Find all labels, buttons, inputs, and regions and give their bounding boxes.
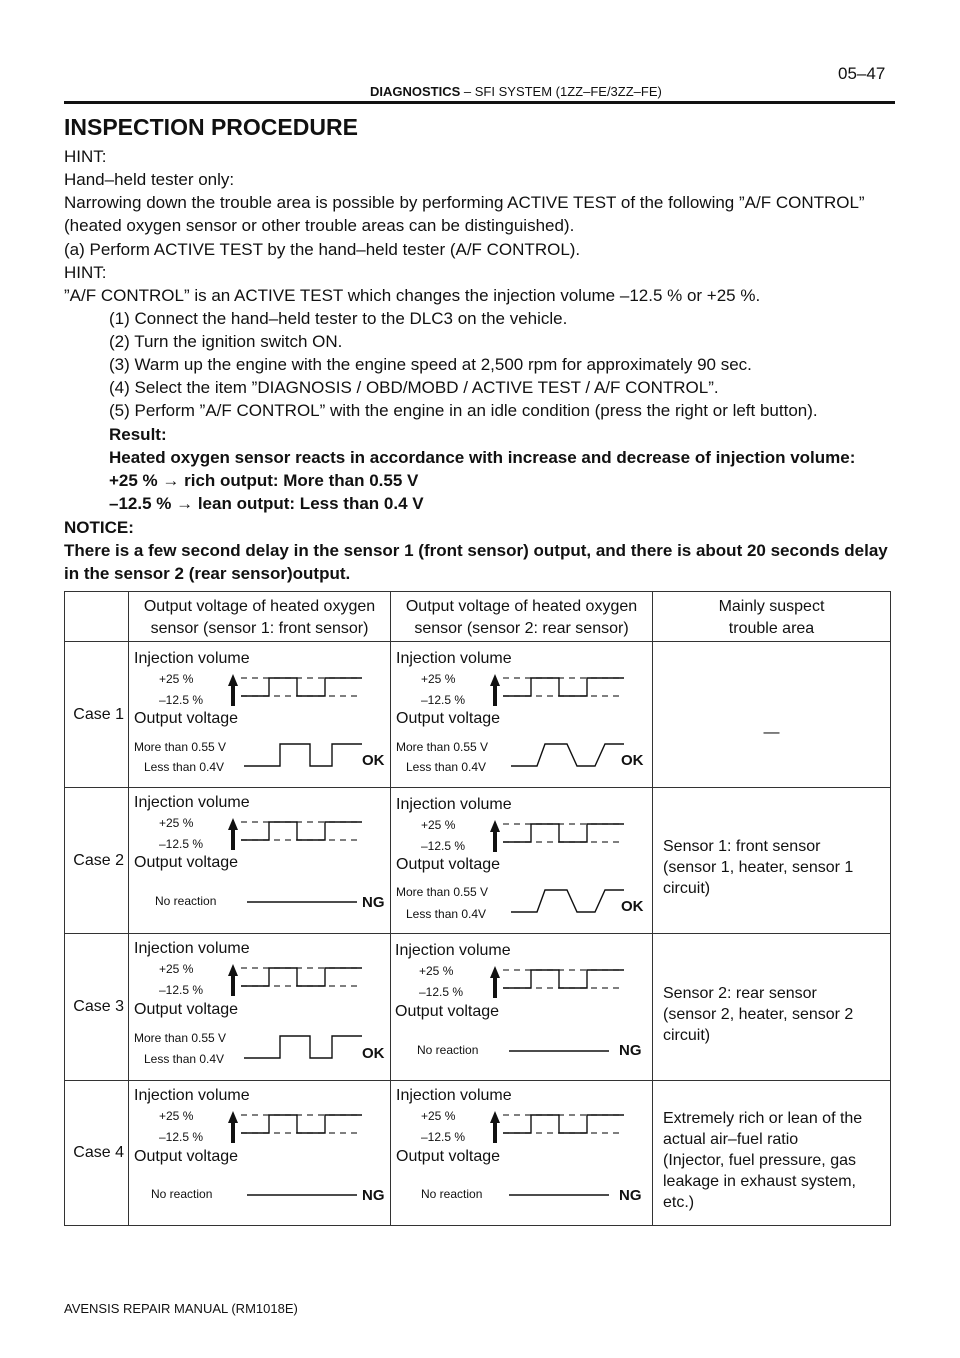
voltage-square-wave [244,744,362,766]
output-label: Output voltage [134,854,239,871]
minus-label: –12.5 % [421,1130,466,1144]
minus-label: –12.5 % [159,983,204,997]
table-header-row [65,592,891,642]
minus-label: –12.5 % [419,985,464,999]
injection-wave [489,964,624,998]
sensor1-cell [129,1081,391,1226]
table-row [65,642,891,788]
plus-label: +25 % [421,818,456,832]
header-line: sensor (sensor 2: rear sensor) [414,620,629,637]
text-line: Hand–held tester only: [64,170,235,189]
result-ng: NG [619,1042,642,1059]
result-line: +25 % → rich output: More than 0.55 V [109,471,419,490]
area-line: (sensor 2, heater, sensor 2 [663,1005,854,1023]
area-line: Sensor 1: front sensor [663,838,821,855]
injection-label: Injection volume [396,1087,512,1104]
notice-label: NOTICE: [64,518,134,537]
more-label: More than 0.55 V [396,885,489,899]
case-label: Case 2 [65,788,129,934]
injection-label: Injection volume [134,650,250,667]
voltage-slope-wave [511,890,624,912]
header-line: Output voltage of heated oxygen [143,598,376,615]
up-arrow-icon [490,820,500,852]
injection-wave [227,816,362,850]
text-line: Narrowing down the trouble area is possible by performing ACTIVE TEST of the following ”A/F CONTROL” [64,193,865,212]
header-section [370,84,662,99]
output-slope-wave [511,742,624,770]
text-line: ”A/F CONTROL” is an ACTIVE TEST which changes the injection volume –12.5 % or +25 %. [64,286,761,305]
area-line: Extremely rich or lean of the [663,1109,863,1127]
case-label: Case 4 [65,1081,129,1226]
header-rule [64,101,895,104]
table-row [65,788,891,934]
injection-label: Injection volume [396,650,512,667]
output-label: Output voltage [396,1148,501,1165]
plus-label: +25 % [159,672,194,686]
injection-square-wave [241,678,362,696]
result-ng: NG [619,1187,642,1204]
text-line: (heated oxygen sensor or other trouble areas can be distinguished). [64,216,575,235]
step-3: (3) Warm up the engine with the engine speed at 2,500 rpm for approximately 90 sec. [109,355,752,374]
output-label: Output voltage [134,1001,239,1018]
output-label: Output voltage [134,1148,239,1165]
notice-line: There is a few second delay in the sensor 1 (front sensor) output, and there is about 20 seconds delay [64,541,888,560]
result-ok: OK [621,898,644,915]
no-reaction-label: No reaction [151,1187,213,1201]
header-line: trouble area [728,620,815,637]
injection-wave [227,962,362,996]
injection-wave [227,672,362,706]
notice-line: in the sensor 2 (rear sensor)output. [64,564,351,583]
minus-label: –12.5 % [159,1130,204,1144]
up-arrow-icon [228,674,238,706]
result-ng: NG [362,894,385,911]
injection-label: Injection volume [134,940,250,957]
header-section-bold: DIAGNOSTICS [370,84,461,99]
sensor1-cell [129,642,391,788]
area-line: (sensor 1, heater, sensor 1 [663,859,854,876]
up-arrow-icon [228,964,238,996]
plus-label: +25 % [421,672,456,686]
injection-square-wave [241,822,362,840]
injection-wave [489,818,624,852]
area-line: leakage in exhaust system, [663,1172,856,1190]
trouble-area [653,934,891,1081]
case-label: Case 1 [65,642,129,788]
sensor2-cell [391,1081,653,1226]
output-flat-line [509,1193,609,1197]
output-flat-line [509,1049,609,1053]
trouble-area: — [653,642,891,788]
voltage-square-wave [244,1036,362,1058]
up-arrow-icon [490,674,500,706]
plus-label: +25 % [159,816,194,830]
minus-label: –12.5 % [421,693,466,707]
plus-label: +25 % [159,1109,194,1123]
injection-square-wave [241,1115,362,1133]
injection-wave [489,672,624,706]
trouble-area [653,1081,891,1226]
injection-square-wave [503,678,624,696]
output-slope-wave [511,888,624,916]
up-arrow-icon [228,818,238,850]
injection-label: Injection volume [395,942,511,959]
area-line: circuit) [663,1026,711,1044]
injection-square-wave [503,824,624,842]
plus-label: +25 % [421,1109,456,1123]
injection-square-wave [503,970,624,988]
voltage-slope-wave [511,744,624,766]
no-reaction-label: No reaction [155,894,217,908]
output-square-wave [244,1034,362,1062]
no-reaction-label: No reaction [417,1043,479,1057]
header-line: Output voltage of heated oxygen [405,598,638,615]
output-flat-line [247,1193,357,1197]
step-2: (2) Turn the ignition switch ON. [109,332,343,351]
page-footer: AVENSIS REPAIR MANUAL (RM1018E) [64,1301,298,1316]
injection-label: Injection volume [134,1087,250,1104]
result-ok: OK [621,752,644,769]
hint-label: HINT: [64,147,107,166]
injection-wave [227,1109,362,1143]
up-arrow-icon [490,966,500,998]
sensor2-cell [391,934,653,1081]
injection-label: Injection volume [134,794,250,811]
more-label: More than 0.55 V [396,740,489,754]
result-ok: OK [362,1045,385,1062]
area-line: circuit) [663,880,711,897]
result-label: Result: [109,425,167,444]
header-section-rest: – SFI SYSTEM (1ZZ–FE/3ZZ–FE) [463,84,662,99]
page-number: 05–47 [838,64,886,83]
table-row [65,934,891,1081]
no-reaction-label: No reaction [421,1187,483,1201]
hint-label: HINT: [64,263,107,282]
result-ng: NG [362,1187,385,1204]
up-arrow-icon [490,1111,500,1143]
case-label: Case 3 [65,934,129,1081]
sensor2-cell [391,642,653,788]
injection-wave [489,1109,624,1143]
plus-label: +25 % [419,964,454,978]
minus-label: –12.5 % [159,837,204,851]
more-label: More than 0.55 V [134,740,227,754]
area-line: (Injector, fuel pressure, gas [663,1151,856,1169]
area-line: Sensor 2: rear sensor [663,984,817,1002]
col-header-sensor1 [129,592,391,642]
sensor1-cell [129,788,391,934]
header-line: sensor (sensor 1: front sensor) [150,620,369,637]
step-4: (4) Select the item ”DIAGNOSIS / OBD/MOBD / ACTIVE TEST / A/F CONTROL”. [109,378,719,397]
sensor1-cell [129,934,391,1081]
minus-label: –12.5 % [159,693,204,707]
minus-label: –12.5 % [421,839,466,853]
col-header-area [653,592,891,642]
area-line: etc.) [663,1193,695,1211]
injection-label: Injection volume [396,796,512,813]
plus-label: +25 % [159,962,194,976]
area-line: actual air–fuel ratio [663,1130,799,1148]
more-label: More than 0.55 V [134,1031,227,1045]
col-header-sensor2 [391,592,653,642]
output-label: Output voltage [396,856,501,873]
corner-cell [65,592,129,642]
result-line: Heated oxygen sensor reacts in accordance with increase and decrease of injection volume: [109,448,856,467]
step-5: (5) Perform ”A/F CONTROL” with the engine in an idle condition (press the right or left button). [109,401,818,420]
text-line: (a) Perform ACTIVE TEST by the hand–held tester (A/F CONTROL). [64,240,581,259]
page-title: INSPECTION PROCEDURE [64,114,358,140]
output-label: Output voltage [134,710,239,727]
output-flat-line [247,900,357,904]
up-arrow-icon [228,1111,238,1143]
less-label: Less than 0.4V [406,907,487,921]
header-line: Mainly suspect [718,598,825,615]
result-line: –12.5 % → lean output: Less than 0.4 V [109,494,424,513]
diagnosis-table [64,591,891,1226]
output-label: Output voltage [395,1003,500,1020]
output-square-wave [244,742,362,770]
trouble-area [653,788,891,934]
injection-square-wave [241,968,362,986]
table-row [65,1081,891,1226]
injection-square-wave [503,1115,624,1133]
result-ok: OK [362,752,385,769]
less-label: Less than 0.4V [144,760,225,774]
less-label: Less than 0.4V [144,1052,225,1066]
step-1: (1) Connect the hand–held tester to the DLC3 on the vehicle. [109,309,568,328]
output-label: Output voltage [396,710,501,727]
less-label: Less than 0.4V [406,760,487,774]
sensor2-cell [391,788,653,934]
